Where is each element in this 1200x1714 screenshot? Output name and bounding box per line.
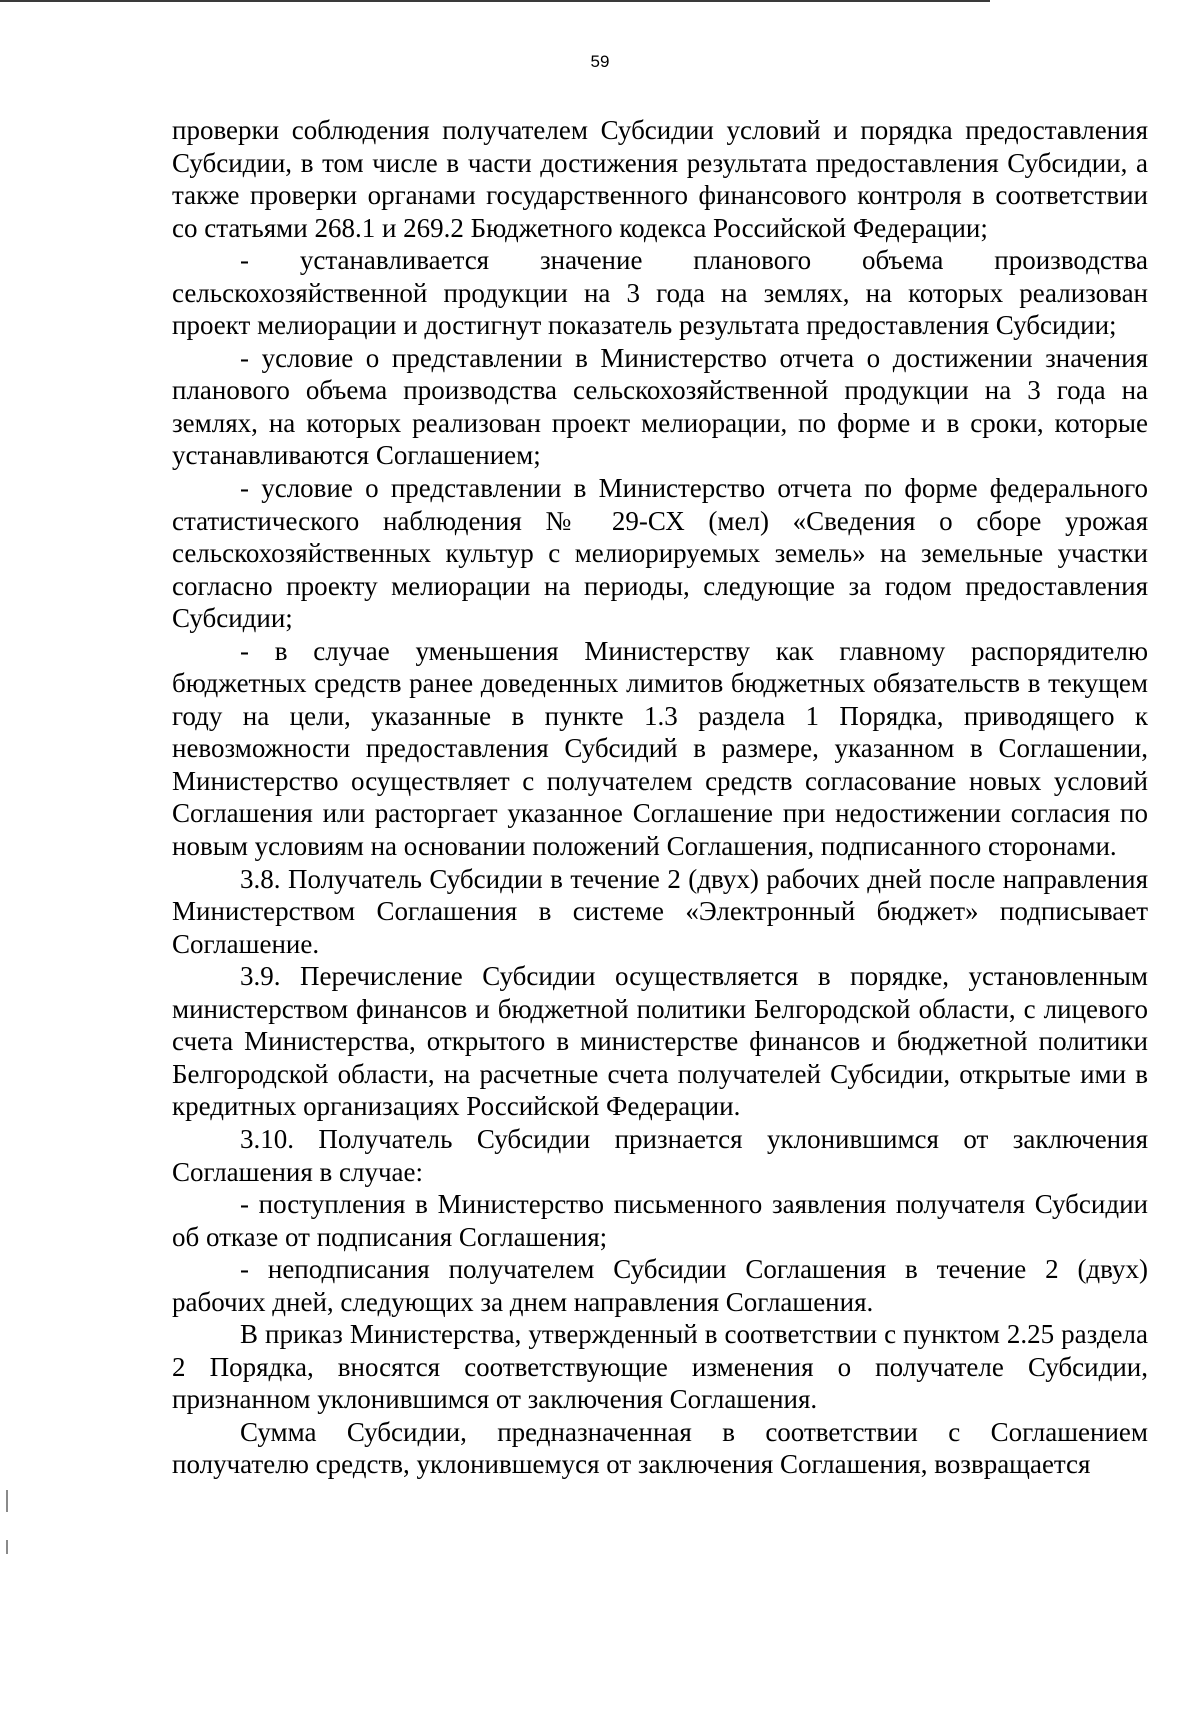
paragraph-statistical-report: - условие о представлении в Министерство отчета по форме федерального статистического наблюдения № 29-СХ (мел) «Сведения о сборе урожая сельскохозяйственных культур с мелиорируемых земель» на земельные участки согласно проекту мелиорации на периоды, следующие за годом предоставления Субсидии;	[172, 473, 1148, 634]
paragraph-order-changes: В приказ Министерства, утвержденный в соответствии с пунктом 2.25 раздела 2 Порядка, вносятся соответствующие изменения о получателе Субсидии, признанном уклонившимся от заключения Соглашения.	[172, 1319, 1148, 1415]
scan-edge-mark	[6, 1540, 8, 1554]
paragraph-not-signed: - неподписания получателем Субсидии Соглашения в течение 2 (двух) рабочих дней, следующих за днем направления Соглашения.	[172, 1254, 1148, 1317]
paragraph-limits-reduction: - в случае уменьшения Министерству как главному распорядителю бюджетных средств ранее доведенных лимитов бюджетных обязательств в текущем году на цели, указанные в пункте 1.3 раздела 1 Порядка, приводящего к невозможности предоставления Субсидий в размере, указанном в Соглашении, Министерство осуществляет с получателем средств согласование новых условий Соглашения или расторгает указанное Соглашение при недостижении согласия по новым условиям на основании положений Соглашения, подписанного сторонами.	[172, 635, 1148, 862]
paragraph-report-condition: - условие о представлении в Министерство отчета о достижении значения планового объема производства сельскохозяйственной продукции на 3 года на землях, на которых реализован проект мелиорации, по форме и в сроки, которые устанавливаются Соглашением;	[172, 342, 1148, 471]
paragraph-3-8: 3.8. Получатель Субсидии в течение 2 (двух) рабочих дней после направления Министерством Соглашения в системе «Электронный бюджет» подписывает Соглашение.	[172, 863, 1148, 959]
document-body	[172, 114, 1148, 1481]
paragraph-planned-volume: - устанавливается значение планового объема производства сельскохозяйственной продукции на 3 года на землях, на которых реализован проект мелиорации и достигнут показатель результата предоставления Субсидии;	[172, 245, 1148, 341]
scan-top-border	[0, 0, 990, 2]
paragraph-3-9: 3.9. Перечисление Субсидии осуществляется в порядке, установленным министерством финансов и бюджетной политики Белгородской области, с лицевого счета Министерства, открытого в министерстве финансов и бюджетной политики Белгородской области, на расчетные счета получателей Субсидии, открытые ими в кредитных организациях Российской Федерации.	[172, 961, 1148, 1122]
paragraph-subsidy-return: Сумма Субсидии, предназначенная в соответствии с Соглашением получателю средств, уклонившемуся от заключения Соглашения, возвращается	[172, 1416, 1148, 1480]
scan-edge-mark	[6, 1490, 8, 1512]
page-number: 59	[590, 52, 610, 71]
paragraph-3-10: 3.10. Получатель Субсидии признается уклонившимся от заключения Соглашения в случае:	[172, 1123, 1148, 1187]
paragraph-continuation: проверки соблюдения получателем Субсидии условий и порядка предоставления Субсидии, в том числе в части достижения результата предоставления Субсидии, а также проверки органами государственного финансового контроля в соответствии со статьями 268.1 и 269.2 Бюджетного кодекса Российской Федерации;	[172, 115, 1148, 243]
paragraph-refusal-statement: - поступления в Министерство письменного заявления получателя Субсидии об отказе от подписания Соглашения;	[172, 1189, 1148, 1252]
